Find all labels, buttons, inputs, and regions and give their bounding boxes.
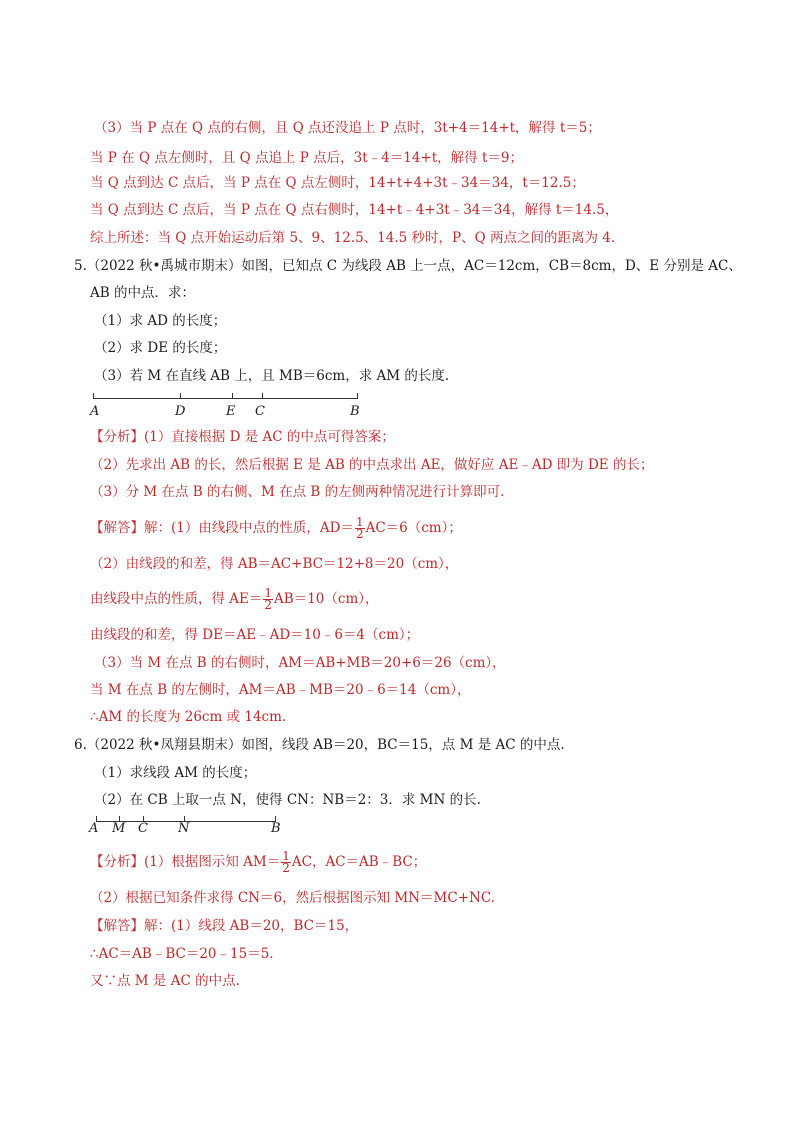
q5-label-d: D: [175, 404, 186, 419]
q5-answer-2: （2）由线段的和差，得 AB＝AC+BC＝12+8＝20（cm），: [90, 556, 459, 572]
q4-line-2: 当 P 在 Q 点左侧时，且 Q 点追上 P 点后，3t﹣4＝14+t，解得 t＝9；: [90, 150, 523, 166]
q5-tick-a: [93, 393, 94, 399]
q6-label-b: B: [271, 821, 281, 836]
q5-answer-1-suffix: AC＝6（cm）；: [365, 520, 462, 536]
q5-answer-1-fraction: $\frac{1}{2}$: [355, 515, 364, 541]
q4-line-3: 当 Q 点到达 C 点后，当 P 点在 Q 点左侧时，14+t+4+3t﹣34＝34，t＝12.5；: [90, 175, 585, 191]
q5-tick-e: [232, 393, 233, 399]
q5-part-3: （3）若 M 在直线 AB 上，且 MB＝6cm，求 AM 的长度.: [94, 368, 450, 384]
q6-label-m: M: [112, 821, 126, 836]
q4-line-1: （3）当 P 点在 Q 点的右侧，且 Q 点还没追上 P 点时，3t+4＝14+t，解得 t＝5；: [94, 120, 601, 136]
q5-segment-line: [93, 398, 358, 399]
q5-stem-line-1: 5.（2022 秋•禹城市期末）如图，已知点 C 为线段 AB 上一点，AC＝12cm，CB＝8cm，D、E 分别是 AC、: [74, 258, 742, 274]
q5-answer-3: [90, 586, 379, 612]
q5-analysis-1: 【分析】(1）直接根据 D 是 AC 的中点可得答案；: [90, 429, 395, 445]
q5-tick-c: [262, 393, 263, 399]
q5-analysis-3: （3）分 M 在点 B 的右侧、M 在点 B 的左侧两种情况进行计算即可.: [90, 484, 505, 500]
q5-label-e: E: [226, 404, 236, 419]
q4-line-4: 当 Q 点到达 C 点后，当 P 点在 Q 点右侧时，14+t﹣4+3t﹣34＝34，解得 t＝14.5，: [90, 202, 619, 218]
q5-part-2: （2）求 DE 的长度；: [94, 340, 227, 356]
q5-stem-line-2: AB 的中点．求：: [90, 285, 195, 301]
q5-part-1: （1）求 AD 的长度；: [94, 313, 227, 329]
q6-answer-2: ∴AC＝AB﹣BC＝20﹣15＝5.: [90, 946, 274, 962]
q5-answer-1-prefix: 【解答】解：(1）由线段中点的性质，AD＝: [90, 520, 354, 536]
q5-answer-7: ∴AM 的长度为 26cm 或 14cm.: [90, 709, 287, 725]
q5-analysis-2: （2）先求出 AB 的长，然后根据 E 是 AB 的中点求出 AE，做好应 AE﹣AD 即为 DE 的长；: [90, 457, 654, 473]
q5-tick-b: [357, 393, 358, 399]
q6-answer-1: 【解答】解：(1）线段 AB＝20，BC＝15，: [90, 918, 359, 934]
q5-label-a: A: [90, 404, 100, 419]
q6-analysis-1: [90, 849, 426, 875]
q6-label-c: C: [138, 821, 148, 836]
q6-analysis-1-suffix: AC，AC＝AB﹣BC；: [291, 854, 427, 870]
q6-label-n: N: [178, 821, 190, 836]
q5-answer-3-suffix: AB＝10（cm），: [274, 591, 379, 607]
q5-answer-1: [90, 515, 462, 541]
q6-answer-3: 又∵点 M 是 AC 的中点.: [90, 973, 240, 989]
q6-analysis-1-fraction: $\frac{1}{2}$: [282, 849, 290, 875]
q5-answer-4: 由线段的和差，得 DE＝AE﹣AD＝10﹣6＝4（cm）；: [90, 627, 420, 643]
q5-label-b: B: [350, 404, 360, 419]
q6-part-2: （2）在 CB 上取一点 N，使得 CN：NB＝2：3．求 MN 的长.: [94, 792, 481, 808]
q6-label-a: A: [89, 821, 99, 836]
q5-answer-6: 当 M 在点 B 的左侧时，AM＝AB﹣MB＝20﹣6＝14（cm），: [90, 682, 471, 698]
q5-answer-3-prefix: 由线段中点的性质，得 AE＝: [90, 591, 263, 607]
q6-stem: 6.（2022 秋•凤翔县期末）如图，线段 AB＝20，BC＝15，点 M 是 AC 的中点.: [74, 737, 565, 753]
q6-analysis-2: （2）根据已知条件求得 CN＝6，然后根据图示知 MN＝MC+NC.: [90, 890, 495, 906]
q5-answer-3-fraction: $\frac{1}{2}$: [264, 586, 273, 612]
q5-answer-5: （3）当 M 在点 B 的右侧时，AM＝AB+MB＝20+6＝26（cm），: [94, 655, 506, 671]
q4-line-5: 综上所述：当 Q 点开始运动后第 5、9、12.5、14.5 秒时，P、Q 两点之间的距离为 4.: [90, 230, 616, 246]
q6-analysis-1-prefix: 【分析】(1）根据图示知 AM＝: [90, 854, 281, 870]
q5-tick-d: [180, 393, 181, 399]
q5-label-c: C: [255, 404, 265, 419]
q6-part-1: （1）求线段 AM 的长度；: [94, 765, 257, 781]
